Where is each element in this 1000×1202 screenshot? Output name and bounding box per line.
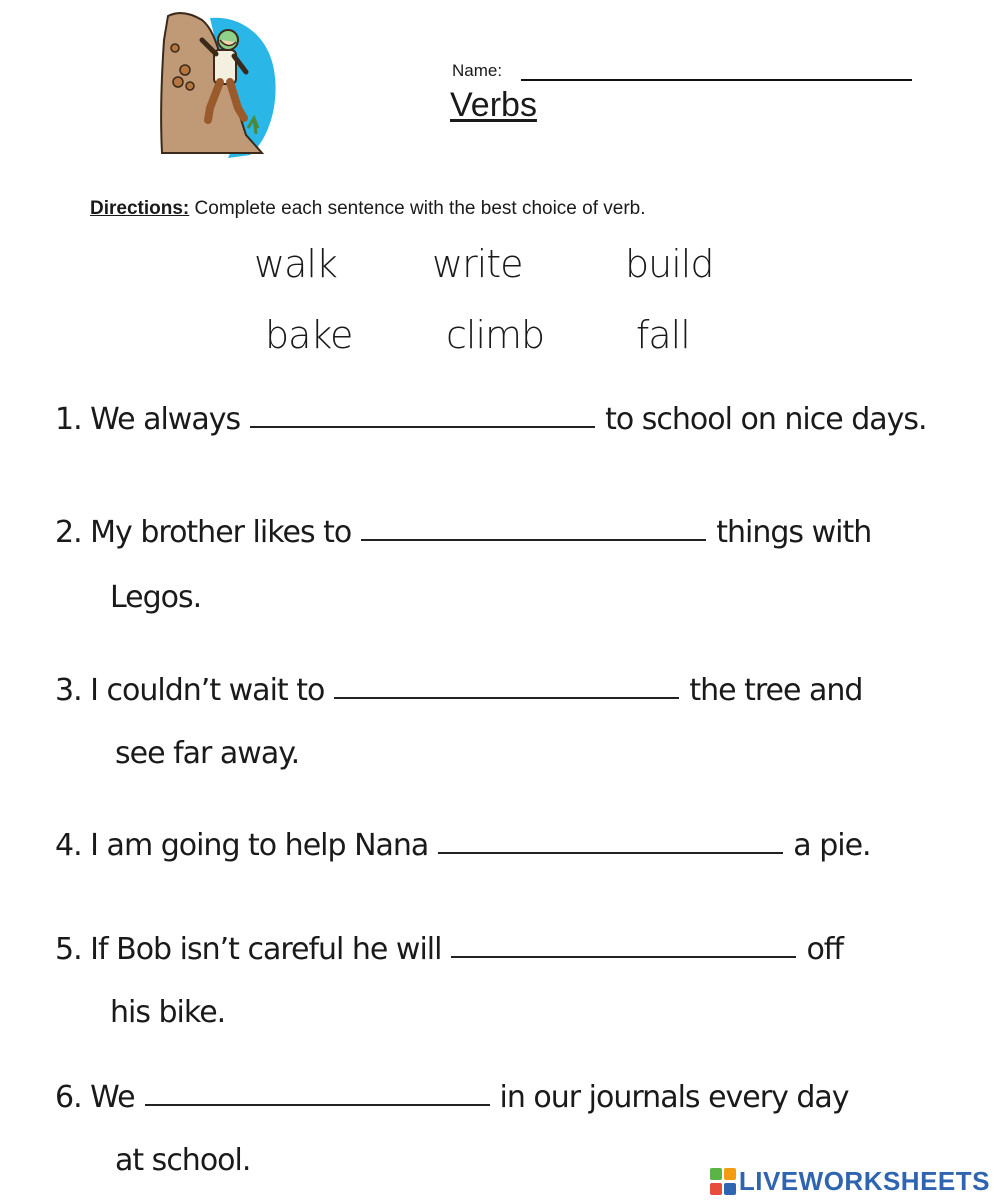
answer-blank[interactable] [451, 956, 796, 958]
question-number: 1. [55, 402, 82, 437]
question-number: 3. [55, 673, 82, 708]
question-text-after: a pie. [793, 828, 871, 863]
directions-text: Complete each sentence with the best choice of verb. [189, 198, 646, 219]
question-continuation: see far away. [115, 736, 300, 771]
question-5 [55, 932, 843, 967]
directions-label: Directions: [90, 198, 190, 219]
answer-blank[interactable] [250, 426, 595, 428]
question-text-before: I am going to help Nana [90, 828, 429, 863]
question-text-after: the tree and [689, 673, 863, 708]
answer-blank[interactable] [334, 697, 679, 699]
name-field-line[interactable] [521, 79, 912, 81]
liveworksheets-logo [710, 1166, 990, 1197]
answer-blank[interactable] [438, 852, 783, 854]
question-text-before: My brother likes to [90, 515, 352, 550]
question-number: 6. [55, 1080, 82, 1115]
question-continuation: his bike. [110, 995, 226, 1030]
liveworksheets-logo-icon [710, 1168, 736, 1196]
worksheet-title: Verbs [450, 86, 537, 124]
question-text-after: off [806, 932, 843, 967]
question-text-before: I couldn’t wait to [90, 673, 325, 708]
question-text-after: things with [716, 515, 872, 550]
word-bank-word: write [432, 242, 523, 286]
word-bank-word: climb [446, 313, 545, 357]
question-1 [55, 402, 927, 437]
rock-climber-illustration [150, 10, 280, 160]
question-continuation: at school. [115, 1143, 251, 1178]
question-continuation: Legos. [110, 580, 202, 615]
word-bank-word: fall [636, 313, 690, 357]
word-bank-word: walk [254, 242, 337, 286]
liveworksheets-logo-text: LIVEWORKSHEETS [738, 1166, 990, 1196]
question-6 [55, 1080, 849, 1115]
question-text-before: We [90, 1080, 135, 1115]
question-3 [55, 673, 862, 708]
name-label: Name: [452, 61, 503, 80]
question-text-after: in our journals every day [499, 1080, 849, 1115]
directions [90, 198, 646, 220]
question-number: 5. [55, 932, 82, 967]
question-text-before: If Bob isn’t careful he will [90, 932, 442, 967]
question-2 [55, 515, 871, 550]
question-number: 4. [55, 828, 82, 863]
word-bank-word: build [625, 242, 714, 286]
question-4 [55, 828, 871, 863]
question-number: 2. [55, 515, 82, 550]
question-text-after: to school on nice days. [605, 402, 927, 437]
word-bank-word: bake [265, 313, 353, 357]
answer-blank[interactable] [361, 539, 706, 541]
question-text-before: We always [90, 402, 241, 437]
answer-blank[interactable] [145, 1104, 490, 1106]
